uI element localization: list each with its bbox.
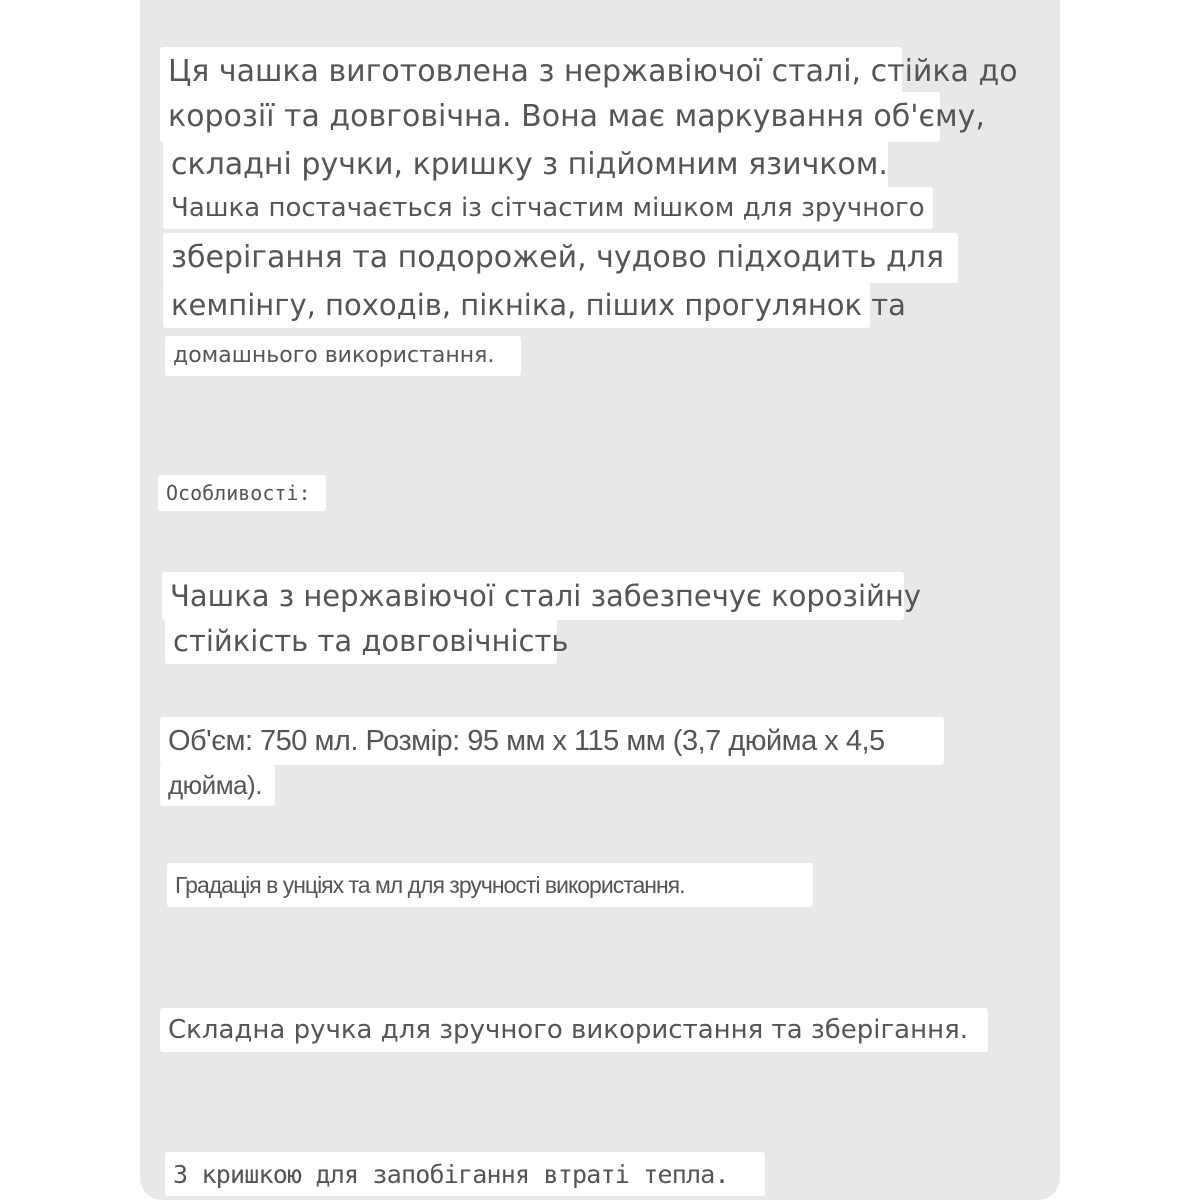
feature-1-line-1: Чашка з нержавіючої сталі забезпечує корозійну [162, 572, 904, 620]
features-heading: Особливості: [158, 475, 326, 511]
description-line-5: зберігання та подорожей, чудово підходить для [163, 233, 958, 283]
feature-1-line-2: стійкість та довговічність [165, 618, 557, 664]
feature-2-line-2: дюйма). [160, 764, 275, 806]
feature-2-line-1: Об'єм: 750 мл. Розмір: 95 мм x 115 мм (3,7 дюйма x 4,5 [160, 717, 944, 765]
product-description-panel [140, 0, 1060, 1200]
description-line-6: кемпінгу, походів, пікніка, піших прогулянок та [163, 282, 870, 328]
description-line-7: домашнього використання. [165, 336, 521, 376]
feature-3-line-1: Градація в унціях та мл для зручності використання. [167, 863, 813, 907]
feature-4-line-1: Складна ручка для зручного використання та зберігання. [160, 1008, 988, 1052]
description-line-2: корозії та довговічна. Вона має маркування об'єму, [160, 92, 940, 142]
feature-5-line-1: З кришкою для запобігання втраті тепла. [165, 1152, 765, 1196]
description-line-4: Чашка постачається із сітчастим мішком для зручного [163, 187, 933, 229]
description-line-1: Ця чашка виготовлена з нержавіючої сталі, стійка до [160, 47, 902, 97]
description-line-3: складні ручки, кришку з підйомним язичком. [163, 140, 888, 190]
